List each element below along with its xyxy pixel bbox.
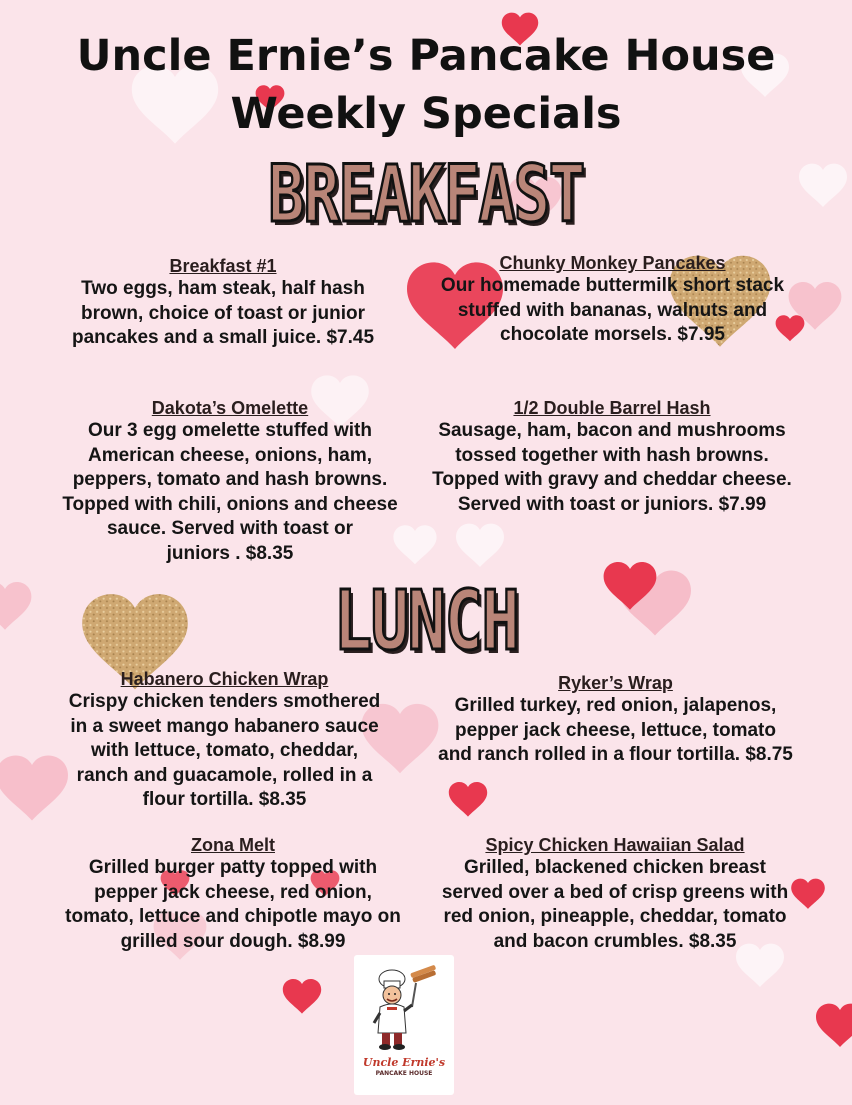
- menu-item-breakfast-1: [48, 255, 398, 351]
- menu-item-desc-line: Grilled burger patty topped with: [88, 857, 378, 878]
- menu-item-zona-melt: [48, 834, 418, 954]
- menu-item-desc-line: flour tortilla. $8.35: [142, 789, 307, 810]
- menu-item-desc-line: pepper jack cheese, lettuce, tomato: [454, 719, 776, 741]
- menu-item-desc-line: Sausage, ham, bacon and mushrooms: [438, 420, 786, 441]
- menu-item-chunky-monkey: [420, 252, 805, 348]
- menu-item-desc-line: and ranch rolled in a flour tortilla. $8.75: [438, 744, 793, 765]
- menu-item-name: Ryker’s Wrap: [558, 673, 673, 693]
- menu-item-spicy-chicken-hawaiian-salad: [420, 834, 810, 954]
- menu-item-rykers-wrap: [418, 672, 813, 768]
- heart-icon: [283, 979, 321, 1014]
- page-subtitle: Weekly Specials: [230, 89, 622, 139]
- menu-item-desc-line: Grilled, blackened chicken breast: [463, 857, 766, 878]
- menu-item-desc-line: in a sweet mango habanero sauce: [70, 715, 379, 737]
- menu-item-desc-line: Served with toast or juniors. $7.99: [457, 493, 767, 515]
- menu-item-desc-line: Topped with gravy and cheddar cheese.: [432, 469, 792, 490]
- menu-item-desc-line: Crispy chicken tenders smothered: [68, 691, 381, 712]
- menu-item-desc-line: Our homemade buttermilk short stack: [440, 275, 785, 296]
- menu-item-name: Zona Melt: [191, 835, 275, 855]
- menu-item-habanero-chicken-wrap: [42, 668, 407, 813]
- menu-item-desc-line: Topped with chili, onions and cheese: [62, 493, 398, 515]
- menu-item-desc-line: stuffed with bananas, walnuts and: [457, 299, 768, 321]
- menu-item-name: Habanero Chicken Wrap: [120, 669, 329, 689]
- logo-caption: Uncle Ernie's: [362, 1056, 446, 1069]
- chef-mascot-icon: [354, 955, 454, 1055]
- logo-subcaption: PANCAKE HOUSE: [375, 1070, 433, 1077]
- menu-item-desc-line: pancakes and a small juice. $7.45: [71, 327, 375, 348]
- menu-item-desc-line: ranch and guacamole, rolled in a: [76, 764, 373, 786]
- menu-item-desc-line: sauce. Served with toast or: [106, 518, 354, 539]
- restaurant-logo: [354, 955, 454, 1095]
- menu-item-name: Chunky Monkey Pancakes: [499, 253, 726, 273]
- heart-icon: [0, 582, 31, 630]
- menu-item-desc-line: American cheese, onions, ham,: [87, 444, 373, 466]
- menu-item-name: 1/2 Double Barrel Hash: [513, 398, 711, 418]
- heart-icon: [816, 1004, 852, 1047]
- menu-item-desc-line: brown, choice of toast or junior: [81, 302, 365, 324]
- menu-item-desc-line: with lettuce, tomato, cheddar,: [90, 740, 359, 761]
- menu-item-desc-line: served over a bed of crisp greens with: [441, 881, 789, 903]
- menu-item-desc-line: red onion, pineapple, cheddar, tomato: [443, 906, 787, 927]
- menu-item-desc-line: Grilled turkey, red onion, jalapenos,: [454, 695, 777, 716]
- menu-item-desc-line: peppers, tomato and hash browns.: [72, 469, 388, 490]
- menu-item-desc-line: tossed together with hash browns.: [455, 444, 769, 466]
- menu-item-desc-line: Our 3 egg omelette stuffed with: [88, 420, 372, 441]
- heart-icon: [456, 524, 504, 567]
- heart-icon: [799, 164, 847, 207]
- menu-item-desc-line: pepper jack cheese, red onion,: [94, 881, 372, 903]
- lunch-heading: LUNCH: [333, 574, 519, 669]
- menu-item-desc-line: chocolate morsels. $7.95: [500, 324, 725, 345]
- menu-item-desc-line: juniors . $8.35: [166, 542, 294, 564]
- menu-item-desc-line: grilled sour dough. $8.99: [120, 930, 346, 952]
- menu-item-name: Dakota’s Omelette: [151, 398, 309, 418]
- menu-item-desc-line: Two eggs, ham steak, half hash: [81, 278, 365, 299]
- menu-item-dakotas-omelette: [45, 397, 415, 566]
- menu-item-desc-line: tomato, lettuce and chipotle mayo on: [65, 906, 401, 927]
- menu-item-name: Breakfast #1: [169, 256, 277, 276]
- heart-icon: [449, 782, 487, 817]
- menu-item-name: Spicy Chicken Hawaiian Salad: [485, 835, 745, 855]
- menu-item-desc-line: and bacon crumbles. $8.35: [493, 930, 737, 952]
- restaurant-title: Uncle Ernie’s Pancake House: [76, 31, 776, 81]
- menu-item-double-barrel-hash: [422, 397, 802, 517]
- breakfast-heading: BREAKFAST: [268, 150, 584, 240]
